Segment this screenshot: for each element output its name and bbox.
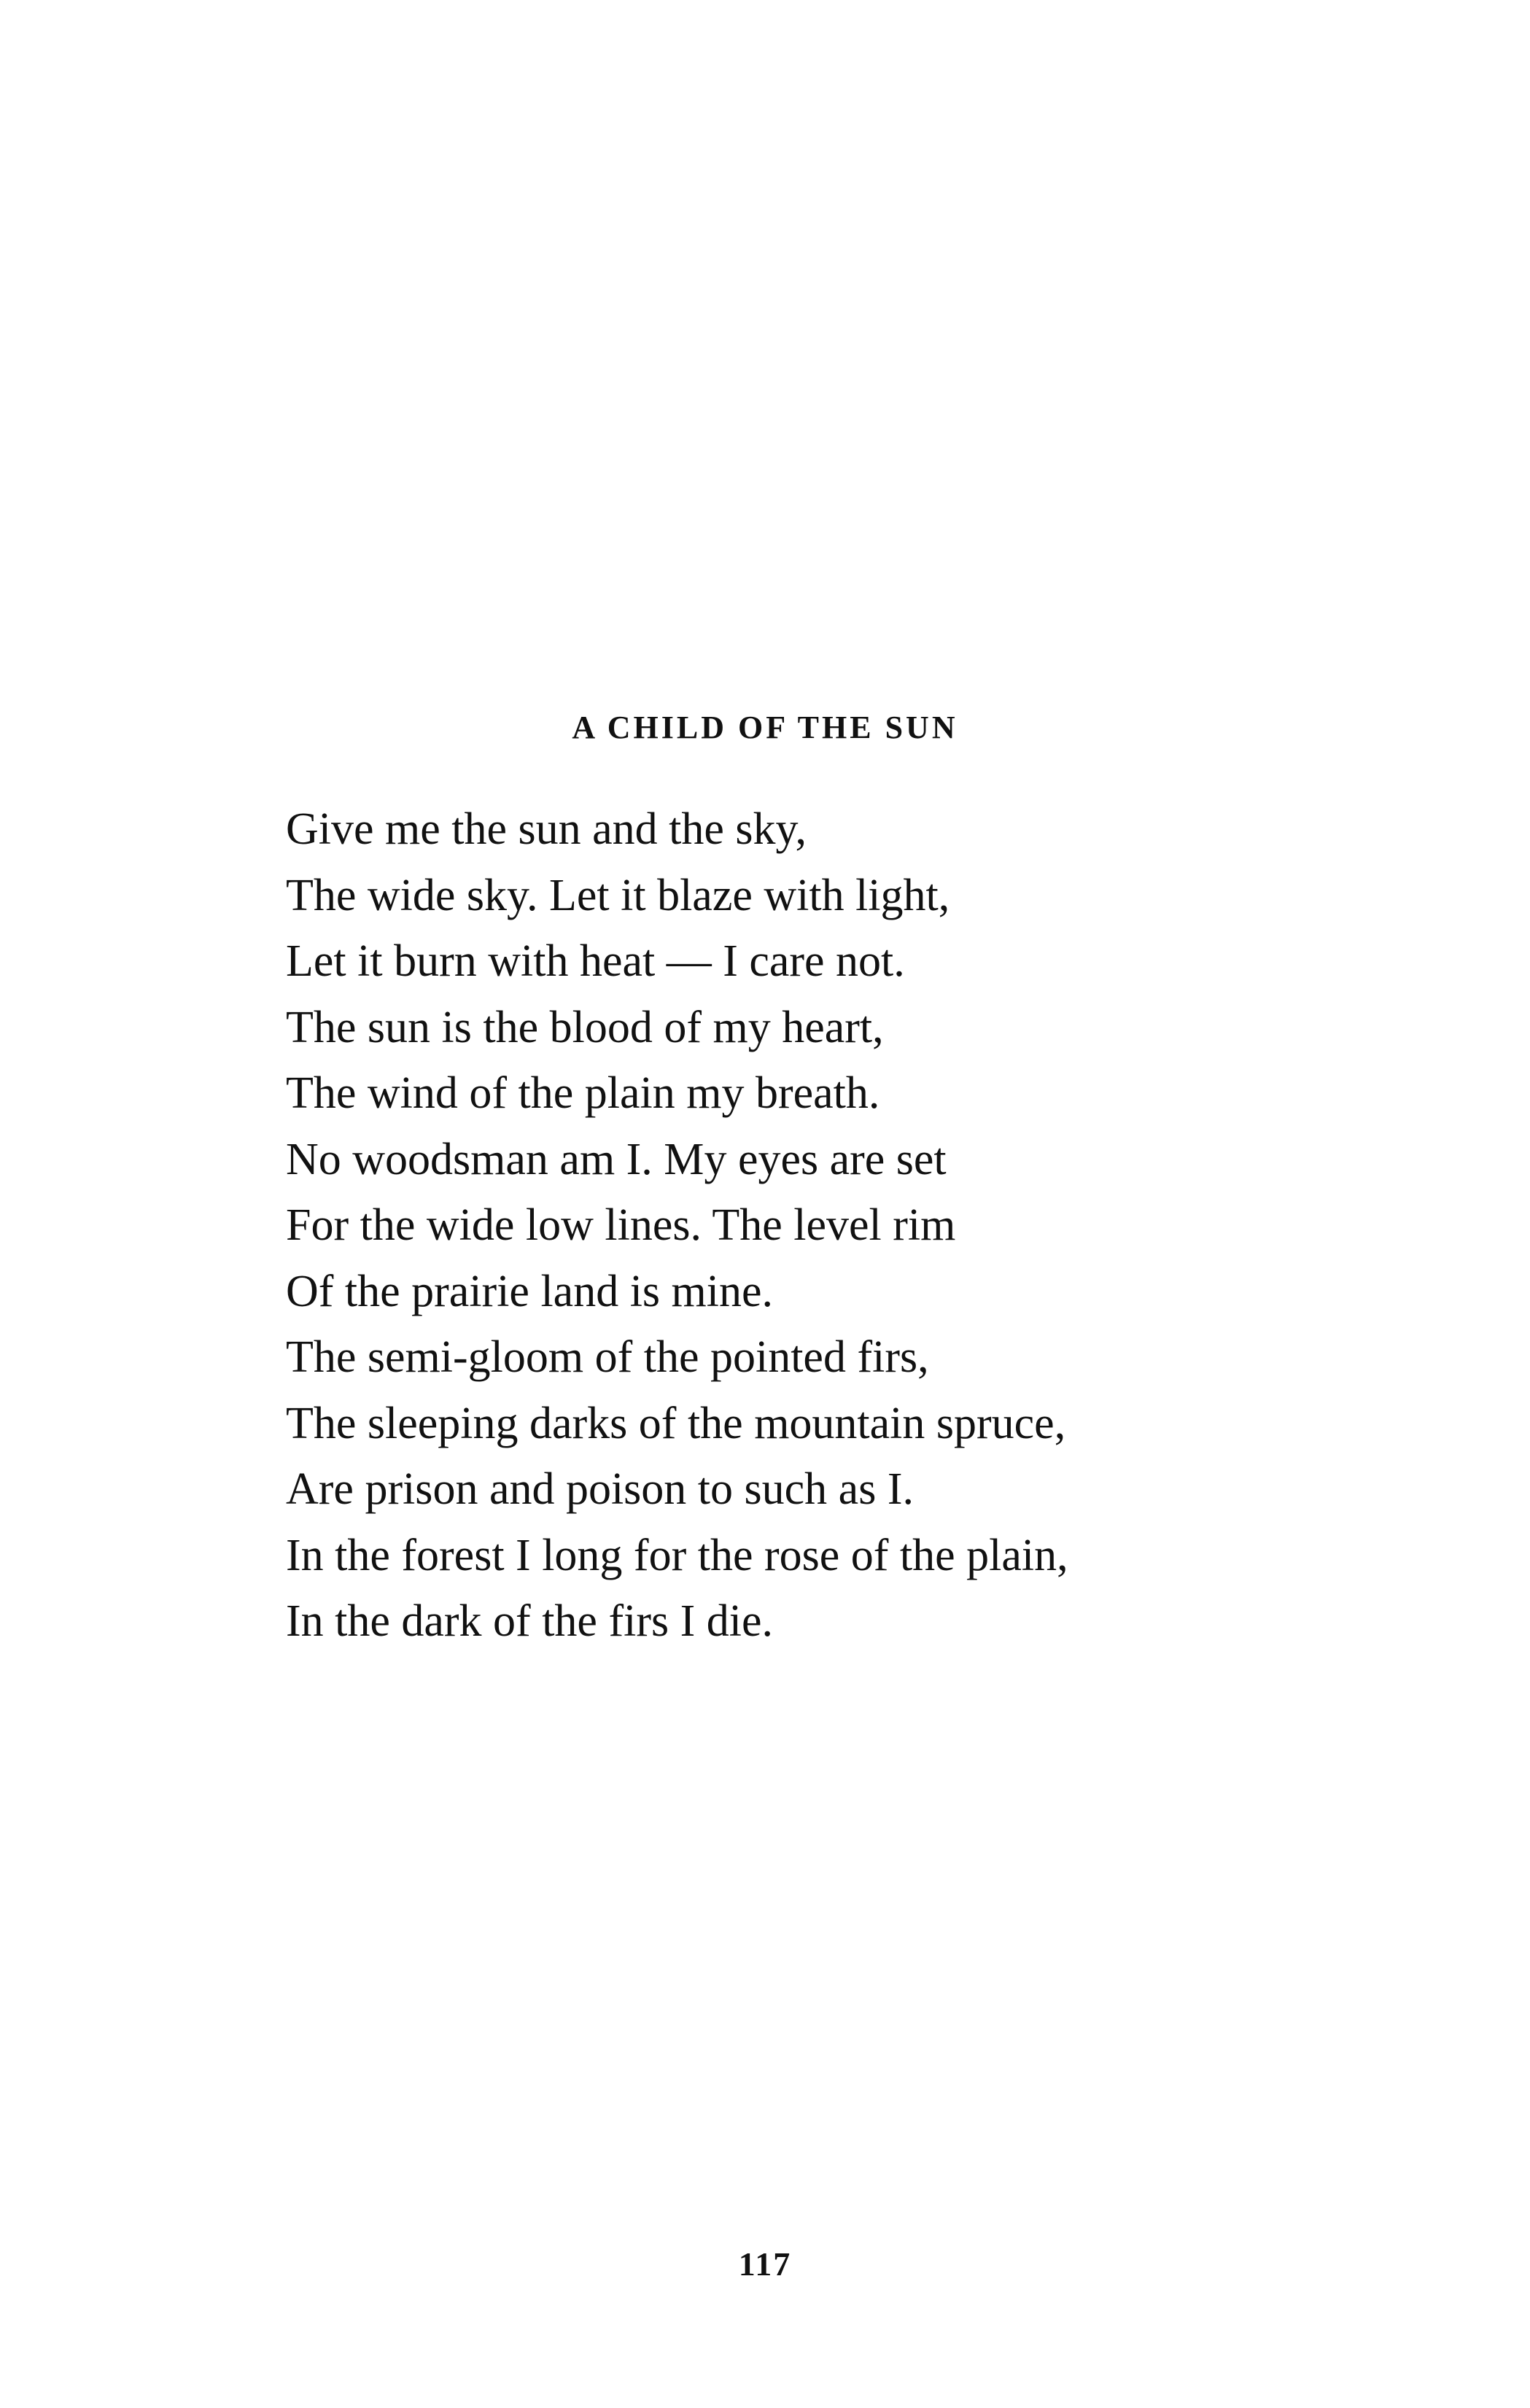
poem-line: The wind of the plain my breath.	[286, 1068, 880, 1118]
poem-line: The sun is the blood of my heart,	[286, 1002, 884, 1052]
poem-line: The sleeping darks of the mountain spruce,	[286, 1398, 1066, 1448]
poem-title: A CHILD OF THE SUN	[572, 710, 958, 745]
poem-line: The wide sky. Let it blaze with light,	[286, 870, 950, 920]
poem-line: For the wide low lines. The level rim	[286, 1200, 956, 1250]
poem-line: The semi-gloom of the pointed firs,	[286, 1332, 929, 1382]
poem-line: Of the prairie land is mine.	[286, 1266, 774, 1316]
poem-line: Are prison and poison to such as I.	[286, 1464, 914, 1514]
page-number: 117	[738, 2245, 792, 2283]
poem-line: Let it burn with heat — I care not.	[286, 936, 905, 986]
poem-line: In the forest I long for the rose of the plain,	[286, 1530, 1068, 1580]
poem-line: Give me the sun and the sky,	[286, 804, 807, 854]
poem-line: No woodsman am I. My eyes are set	[286, 1134, 947, 1184]
poem-line: In the dark of the firs I die.	[286, 1596, 773, 1646]
poem-body	[286, 796, 1380, 1655]
